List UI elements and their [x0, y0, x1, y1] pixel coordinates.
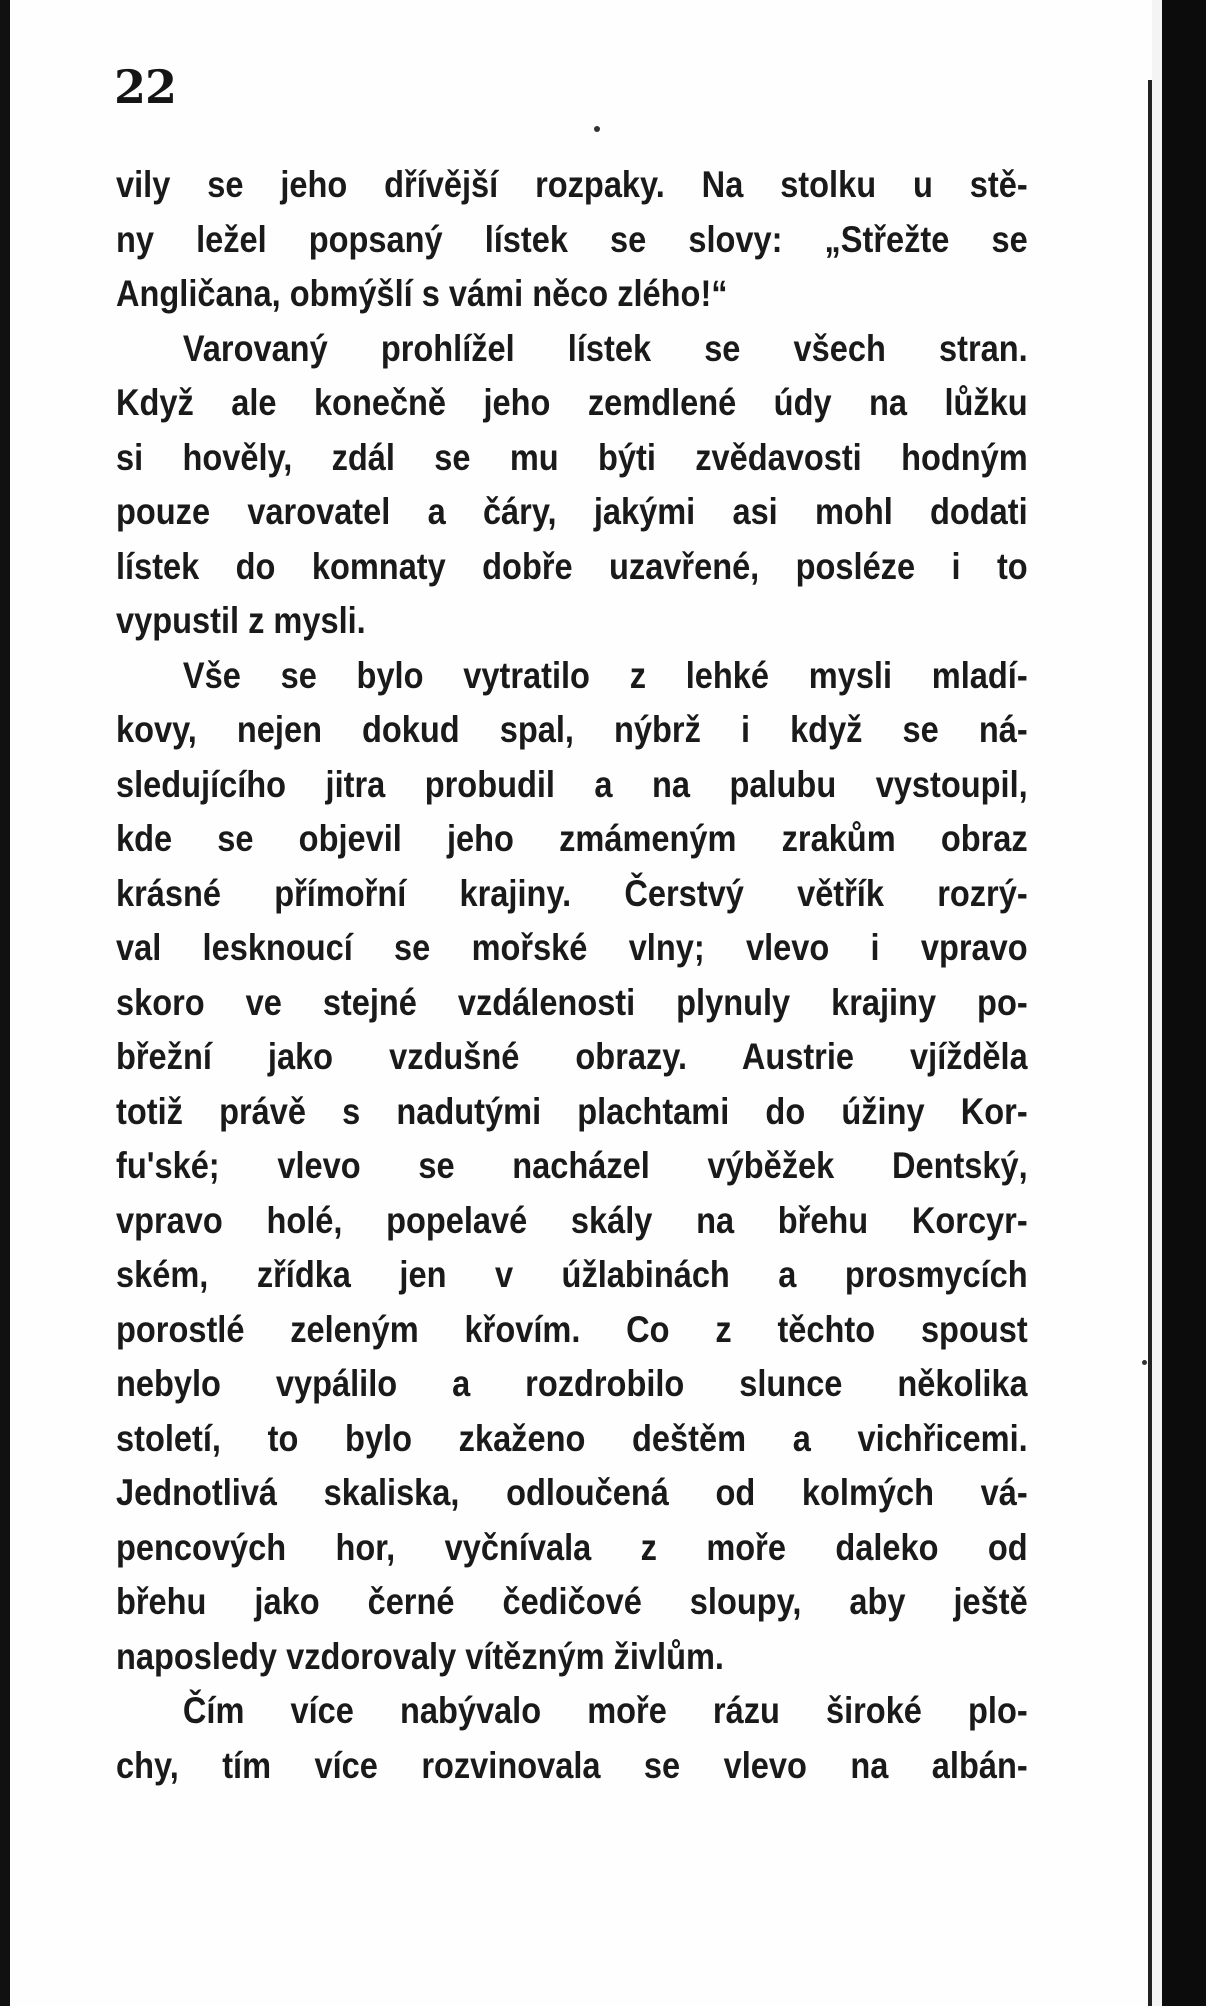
- text-line: Když ale konečně jeho zemdlené údy na lůžku: [116, 382, 1028, 423]
- text-line: pouze varovatel a čáry, jakými asi mohl dodati: [116, 491, 1028, 532]
- text-line: vpravo holé, popelavé skály na břehu Korcyr-: [116, 1199, 1028, 1241]
- text-line: století, to bylo zkaženo deštěm a vichřicemi.: [116, 1417, 1028, 1459]
- ink-speck: [1142, 1360, 1147, 1365]
- body-text: [116, 158, 1028, 1793]
- text-line: pencových hor, vyčnívala z moře daleko od: [116, 1526, 1028, 1568]
- text-line: Vše se bylo vytratilo z lehké mysli mladí-: [182, 654, 1028, 696]
- text-line: ny ležel popsaný lístek se slovy: „Střežte se: [116, 218, 1028, 260]
- text-line: naposledy vzdorovaly vítězným živlům.: [116, 1635, 724, 1677]
- text-line: ském, zřídka jen v úžlabinách a prosmycích: [116, 1254, 1028, 1295]
- text-line: Čím více nabývalo moře rázu široké plo-: [182, 1690, 1028, 1731]
- text-line: fu'ské; vlevo se nacházel výběžek Dentský,: [116, 1145, 1028, 1186]
- text-line: Angličana, obmýšlí s vámi něco zlého!“: [116, 273, 728, 314]
- scan-border-right: [1162, 0, 1206, 2006]
- text-line: břehu jako černé čedičové sloupy, aby ještě: [116, 1581, 1028, 1622]
- text-line: Varovaný prohlížel lístek se všech stran.: [182, 327, 1028, 369]
- text-line: kovy, nejen dokud spal, nýbrž i když se ná-: [116, 709, 1028, 750]
- text-line: si hověly, zdál se mu býti zvědavosti hodným: [116, 436, 1028, 478]
- text-line: vily se jeho dřívější rozpaky. Na stolku u stě-: [116, 164, 1028, 205]
- text-line: nebylo vypálilo a rozdrobilo slunce několika: [116, 1363, 1028, 1404]
- text-line: vypustil z mysli.: [116, 600, 366, 641]
- text-line: Jednotlivá skaliska, odloučená od kolmých vá-: [116, 1472, 1028, 1513]
- text-line: kde se objevil jeho zmámeným zrakům obraz: [116, 818, 1028, 859]
- text-line: krásné přímořní krajiny. Čerstvý větřík rozrý-: [116, 872, 1028, 914]
- text-line: chy, tím více rozvinovala se vlevo na albán-: [116, 1744, 1028, 1786]
- scan-border-gap: [1152, 0, 1162, 2006]
- text-line: totiž právě s nadutými plachtami do úžiny Kor-: [116, 1090, 1028, 1132]
- page-number: 22: [114, 60, 177, 114]
- text-line: sledujícího jitra probudil a na palubu vystoupil,: [116, 763, 1028, 805]
- text-line: břežní jako vzdušné obrazy. Austrie vjížděla: [116, 1036, 1028, 1077]
- text-line: lístek do komnaty dobře uzavřené, posléze i to: [116, 545, 1028, 587]
- ink-speck: [594, 126, 600, 132]
- text-line: val lesknoucí se mořské vlny; vlevo i vpravo: [116, 927, 1028, 968]
- text-line: skoro ve stejné vzdálenosti plynuly krajiny po-: [116, 981, 1028, 1023]
- text-line: porostlé zeleným křovím. Co z těchto spoust: [116, 1308, 1028, 1350]
- scan-border-left: [0, 0, 10, 2006]
